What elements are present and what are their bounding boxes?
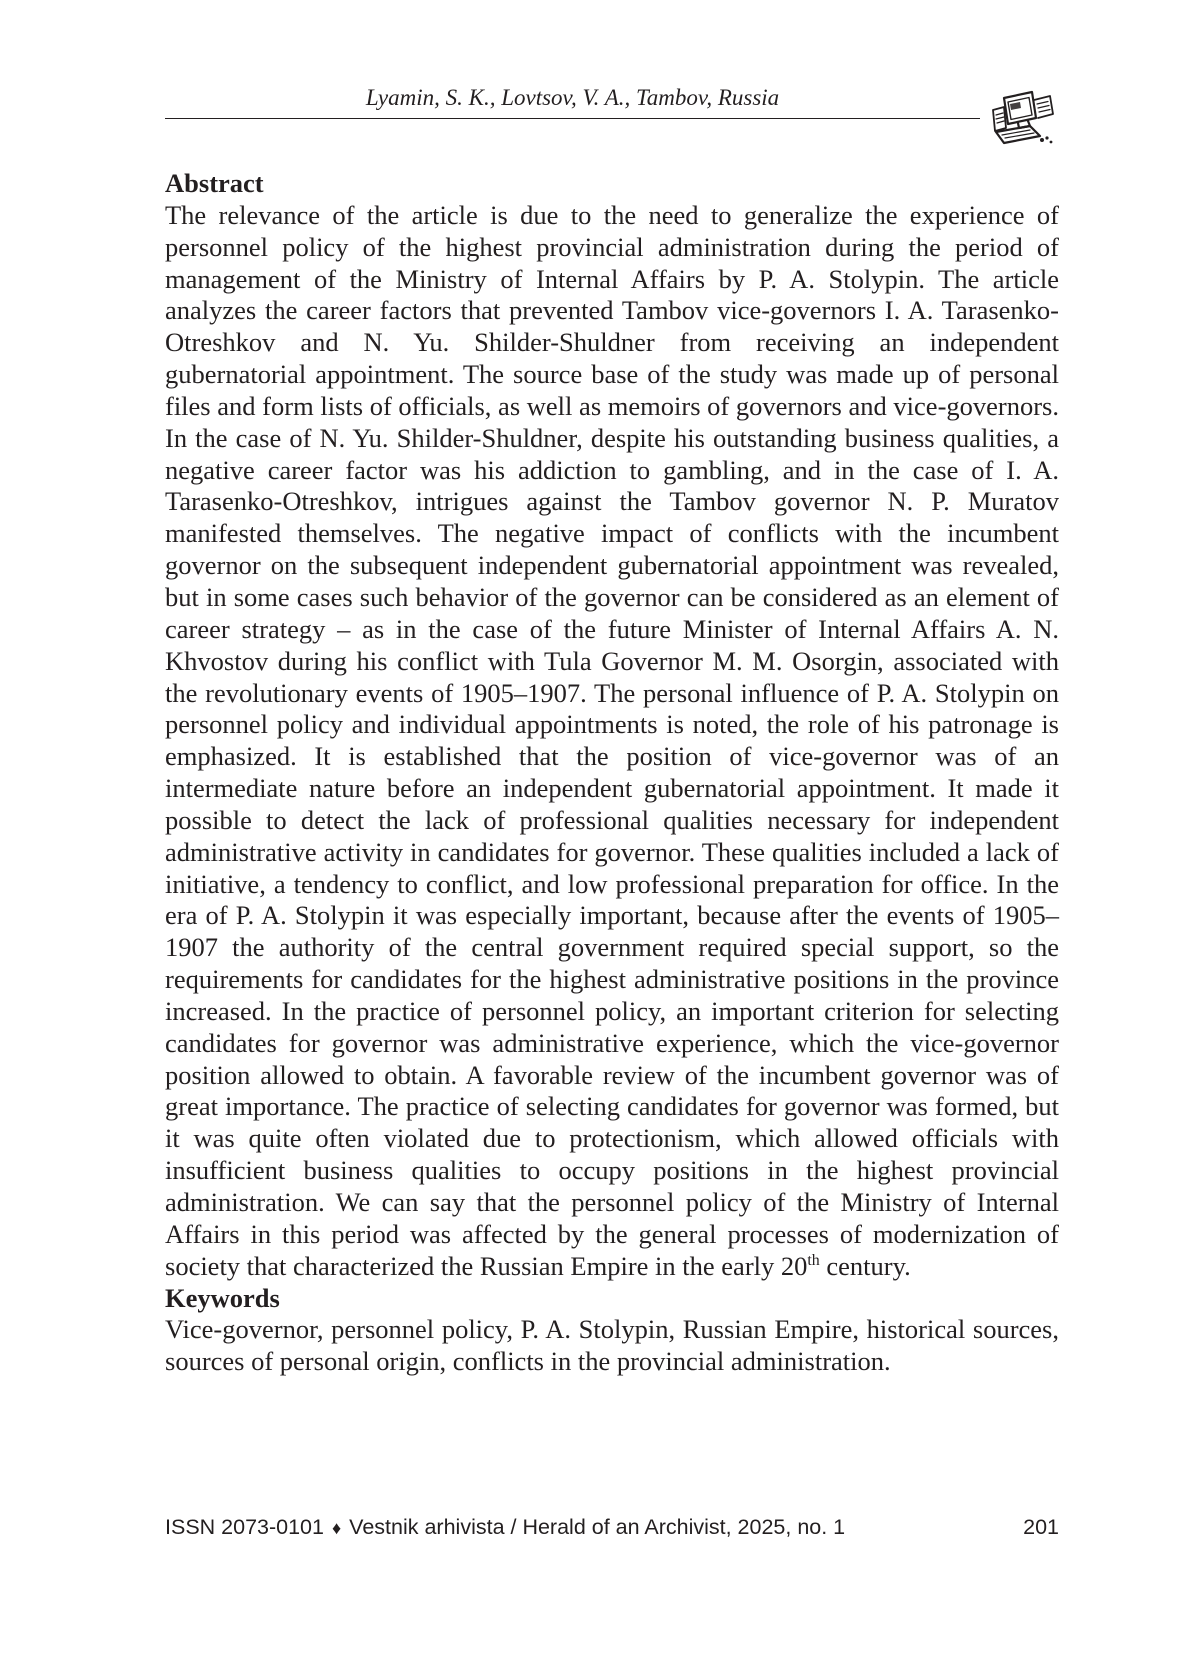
- page-number: 201: [1023, 1515, 1059, 1539]
- abstract-heading: Abstract: [165, 168, 264, 198]
- archive-computer-icon: [990, 88, 1056, 146]
- footer-citation: [165, 1513, 845, 1542]
- keywords-heading: Keywords: [165, 1282, 280, 1313]
- running-head: Lyamin, S. K., Lovtsov, V. A., Tambov, Russia: [365, 85, 780, 110]
- keywords-text: Vice-governor, personnel policy, P. A. Stolypin, Russian Empire, historical sources, sources of personal origin, conflicts in the provincial administration.: [165, 1314, 1059, 1377]
- ordinal-suffix: th: [807, 1251, 820, 1269]
- abstract-body: [165, 200, 1059, 1283]
- abstract-body-text: The relevance of the article is due to the need to generalize the experience of personnel policy of the highest provincial administration during the period of management of the Ministry of Internal Affairs by P. A. Stolypin. The article analyzes the career factors that prevented Tambov vice-governors I. A. Tarasenko-Otreshkov and N. Yu. Shilder-Shuldner from receiving an independent gubernatorial appointment. The source base of the study was made up of personal files and form lists of officials, as well as memoirs of governors and vice-governors. In the case of N. Yu. Shilder-Shuldner, despite his outstanding business qualities, a negative career factor was his addiction to gambling, and in the case of I. A. Tarasenko-Otreshkov, intrigues against the Tambov governor N. P. Muratov manifested themselves. The negative impact of conflicts with the incumbent governor on the subsequent independent gubernatorial appointment was revealed, but in some cases such behavior of the governor can be considered as an element of career strategy – as in the case of the future Minister of Internal Affairs A. N. Khvostov during his conflict with Tula Governor M. M. Osorgin, associated with the revolutionary events of 1905–1907. The personal influence of P. A. Stolypin on personnel policy and individual appointments is noted, the role of his patronage is emphasized. It is established that the position of vice-governor was of an intermediate nature before an independent gubernatorial appointment. It made it possible to detect the lack of professional qualities necessary for independent administrative activity in candidates for governor. These qualities included a lack of initiative, a tendency to conflict, and low professional preparation for office. In the era of P. A. Stolypin it was especially important, because after the events of 1905–1907 the authority of the central government required special support, so the requirements for candidates for the highest administrative positions in the province increased. In the practice of personnel policy, an important criterion for selecting candidates for governor was administrative experience, which the vice-governor position allowed to obtain. A favorable review of the incumbent governor was of great importance. The practice of selecting candidates for governor was formed, but it was quite often violated due to protectionism, which allowed officials with insufficient business qualities to occupy positions in the highest provincial administration. We can say that the personnel policy of the Ministry of Internal Affairs in this period was affected by the general processes of modernization of society that characterized the Russian Empire in the early 20: [165, 199, 1059, 1281]
- article-abstract-section: [165, 168, 1059, 1378]
- footer-issn: ISSN 2073-0101: [165, 1515, 324, 1539]
- diamond-separator-icon: ♦: [331, 1518, 342, 1538]
- footer-journal: Vestnik arhivista / Herald of an Archivist, 2025, no. 1: [349, 1515, 846, 1539]
- abstract-body-end: century.: [819, 1250, 911, 1281]
- header-rule: [165, 118, 980, 119]
